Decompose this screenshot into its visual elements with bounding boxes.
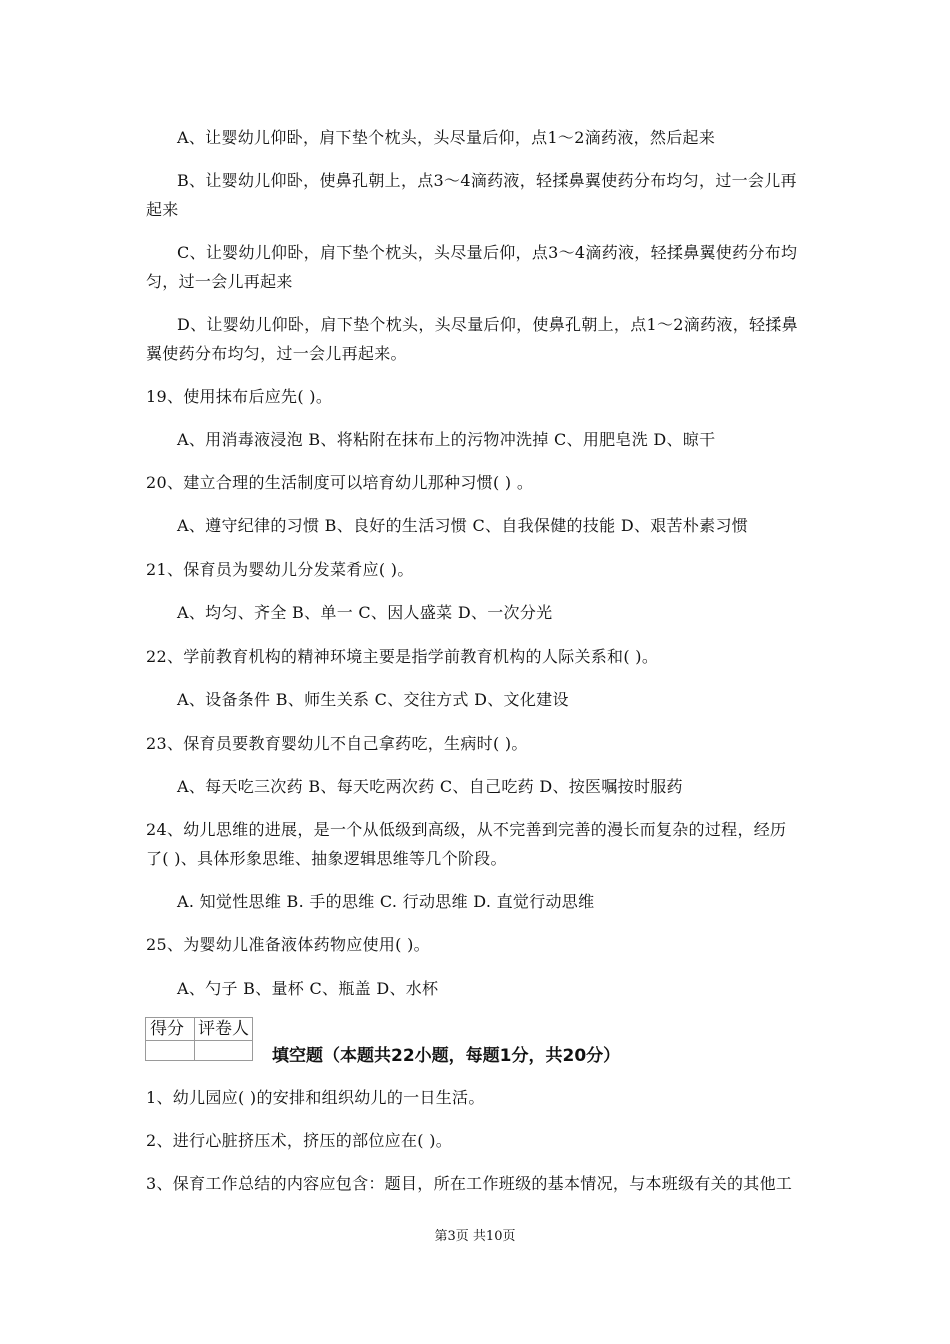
score-box — [145, 1017, 253, 1061]
fill-question-1: 1、幼儿园应( )的安排和组织幼儿的一日生活。 — [146, 1088, 485, 1107]
question-23: 23、保育员要教育婴幼儿不自己拿药吃，生病时( )。 — [146, 734, 528, 753]
score-box-divider — [146, 1040, 252, 1041]
option-continuation: 翼使药分布均匀，过一会儿再起来。 — [146, 344, 407, 363]
grader-label: 评卷人 — [198, 1019, 249, 1039]
option-line: D、让婴幼儿仰卧，肩下垫个枕头，头尽量后仰，使鼻孔朝上，点1～2滴药液，轻揉鼻 — [177, 315, 798, 334]
options-22: A、设备条件 B、师生关系 C、交往方式 D、文化建设 — [177, 690, 569, 709]
score-box-divider — [194, 1018, 195, 1060]
option-continuation: 匀，过一会儿再起来 — [146, 272, 293, 291]
options-21: A、均匀、齐全 B、单一 C、因人盛菜 D、一次分光 — [177, 603, 553, 622]
option-line: C、让婴幼儿仰卧，肩下垫个枕头，头尽量后仰，点3～4滴药液，轻揉鼻翼使药分布均 — [177, 243, 798, 262]
option-line: B、让婴幼儿仰卧，使鼻孔朝上，点3～4滴药液，轻揉鼻翼使药分布均匀，过一会儿再 — [177, 171, 797, 190]
question-24: 24、幼儿思维的进展，是一个从低级到高级，从不完善到完善的漫长而复杂的过程，经历 — [146, 820, 787, 839]
section-title: 填空题（本题共22小题，每题1分，共20分） — [272, 1046, 621, 1066]
question-21: 21、保育员为婴幼儿分发菜肴应( )。 — [146, 560, 414, 579]
options-20: A、遵守纪律的习惯 B、良好的生活习惯 C、自我保健的技能 D、艰苦朴素习惯 — [177, 516, 749, 535]
options-25: A、勺子 B、量杯 C、瓶盖 D、水杯 — [177, 979, 439, 998]
question-25: 25、为婴幼儿准备液体药物应使用( )。 — [146, 935, 430, 954]
question-22: 22、学前教育机构的精神环境主要是指学前教育机构的人际关系和( )。 — [146, 647, 659, 666]
options-19: A、用消毒液浸泡 B、将粘附在抹布上的污物冲洗掉 C、用肥皂洗 D、晾干 — [177, 430, 716, 449]
question-24-continuation: 了( )、具体形象思维、抽象逻辑思维等几个阶段。 — [146, 849, 507, 868]
question-19: 19、使用抹布后应先( )。 — [146, 387, 333, 406]
option-continuation: 起来 — [146, 200, 179, 219]
options-24: A. 知觉性思维 B. 手的思维 C. 行动思维 D. 直觉行动思维 — [177, 892, 595, 911]
page-footer: 第3页 共10页 — [434, 1229, 516, 1244]
option-line: A、让婴幼儿仰卧，肩下垫个枕头，头尽量后仰，点1～2滴药液，然后起来 — [177, 128, 716, 147]
options-23: A、每天吃三次药 B、每天吃两次药 C、自己吃药 D、按医嘱按时服药 — [177, 777, 683, 796]
score-label: 得分 — [150, 1019, 184, 1039]
fill-question-2: 2、进行心脏挤压术，挤压的部位应在( )。 — [146, 1131, 453, 1150]
fill-question-3: 3、保育工作总结的内容应包含：题目，所在工作班级的基本情况，与本班级有关的其他工 — [146, 1174, 793, 1193]
question-20: 20、建立合理的生活制度可以培育幼儿那种习惯( ) 。 — [146, 473, 534, 492]
